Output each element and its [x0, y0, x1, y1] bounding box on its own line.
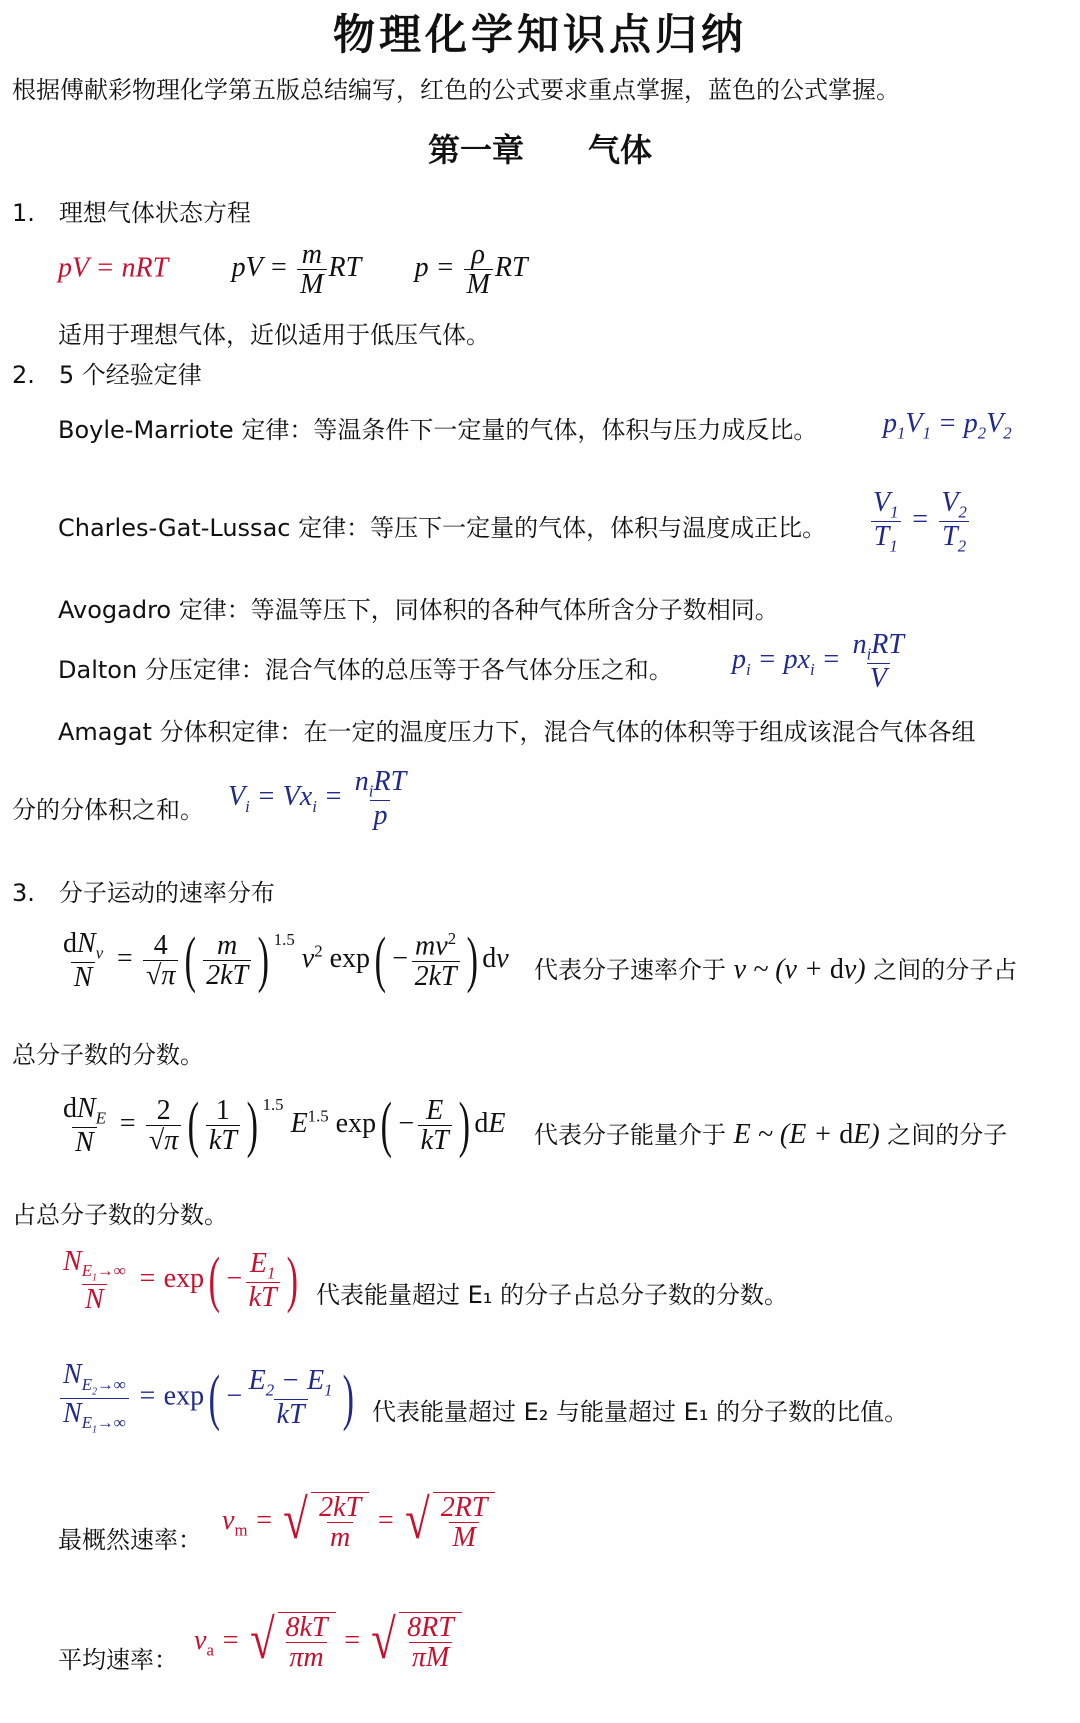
ideal-gas-equations: [58, 240, 528, 300]
most-probable-speed-formula: $v_m$ = √ $\frac{2kT}{m}$ = √ $\frac{2RT}{M}$: [222, 1492, 495, 1553]
section-2-heading: 2. 5 个经验定律: [12, 361, 202, 389]
boltzmann-ratio-formula: $\frac{N_{E_2\to\infty}}{N_{E_1\to\infty}}$ = exp( − $\frac{E_2 - E_1}{kT}$ ): [58, 1360, 358, 1436]
amagat-law-text-2: 分的分体积之和。: [12, 796, 204, 824]
speed-distribution-text: 代表分子速率介于 v ~ (v + dv) 之间的分子占: [534, 954, 1018, 985]
section-3-heading: 3. 分子运动的速率分布: [12, 879, 275, 907]
charles-law-text: Charles-Gat-Lussac 定律：等压下一定量的气体，体积与温度成正比。: [58, 514, 827, 542]
boltzmann-ratio-text: 代表能量超过 E₂ 与能量超过 E₁ 的分子数的比值。: [372, 1398, 909, 1426]
dalton-law-formula: $p_i = px_i$ = $\frac{n_iRT}{V}$: [732, 629, 904, 695]
boyle-law-formula: $p_1V_1 = p_2V_2$: [883, 408, 1012, 443]
boltzmann-fraction-formula: $\frac{N_{E_1\to\infty}}{N}$ = exp( − $\frac{E_1}{kT}$ ): [63, 1245, 298, 1316]
amagat-law-text-1: Amagat 分体积定律：在一定的温度压力下，混合气体的体积等于组成该混合气体各组: [58, 718, 976, 746]
energy-distribution-text: 代表分子能量介于 E ~ (E + dE) 之间的分子: [534, 1119, 1008, 1150]
charles-law-formula: $\frac{V_1}{T_1}$ = $\frac{V_2}{T_2}$: [868, 488, 972, 555]
ideal-gas-density-formula: p = $\frac{\rho}{M}$ RT: [414, 239, 528, 301]
most-probable-speed-label: 最概然速率：: [58, 1526, 202, 1554]
mean-speed-label: 平均速率：: [58, 1646, 178, 1674]
speed-distribution-text-cont: 总分子数的分数。: [12, 1041, 204, 1069]
boltzmann-fraction-text: 代表能量超过 E₁ 的分子占总分子数的分数。: [316, 1281, 789, 1309]
ideal-gas-formula: pV = nRT: [58, 252, 168, 284]
subtitle: 根据傅献彩物理化学第五版总结编写，红色的公式要求重点掌握，蓝色的公式掌握。: [12, 76, 900, 104]
energy-distribution-formula: $\frac{dN_E}{N}$ = $\frac{2}{√\pi}$ ( $\frac{1}{kT}$ ) $^{1.5}$ $E^{1.5}$ exp( − $\frac{E}{kT}$ ) dE: [63, 1091, 506, 1159]
energy-distribution-text-cont: 占总分子数的分数。: [12, 1201, 228, 1229]
page-title: 物理化学知识点归纳: [332, 10, 747, 59]
section-1-note: 适用于理想气体，近似适用于低压气体。: [58, 321, 490, 349]
mean-speed-formula: $v_a$ = √ $\frac{8kT}{\pi m}$ = √ $\frac{8RT}{\pi M}$: [194, 1612, 462, 1673]
dalton-law-text: Dalton 分压定律：混合气体的总压等于各气体分压之和。: [58, 656, 673, 684]
section-1-heading: 1. 理想气体状态方程: [12, 199, 251, 227]
chapter-heading: 第一章 气体: [427, 131, 652, 169]
avogadro-law-text: Avogadro 定律：等温等压下，同体积的各种气体所含分子数相同。: [58, 596, 779, 624]
ideal-gas-mass-formula: pV = $\frac{m}{M}$ RT: [231, 239, 361, 301]
speed-distribution-formula: $\frac{dN_v}{N}$ = $\frac{4}{√\pi}$ ( $\frac{m}{2kT}$ ) $^{1.5}$ $v^2$ exp( − $\frac{mv^2}{2kT}$ ) dv: [63, 926, 509, 994]
boyle-law-text: Boyle-Marriote 定律：等温条件下一定量的气体，体积与压力成反比。: [58, 416, 818, 444]
amagat-law-formula: $V_i = Vx_i$ = $\frac{n_iRT}{p}$: [228, 766, 407, 832]
